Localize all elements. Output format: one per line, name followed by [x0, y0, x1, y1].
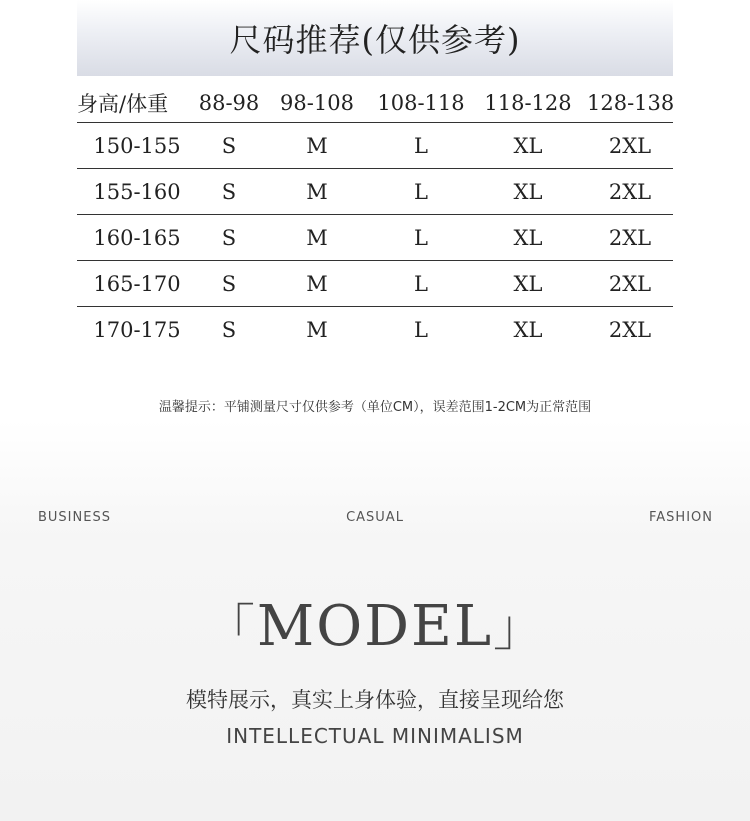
table-cell: 165-170	[77, 261, 197, 307]
table-cell: 2XL	[587, 169, 673, 215]
table-cell: XL	[469, 261, 587, 307]
table-header-cell: 98-108	[261, 84, 373, 123]
table-row	[77, 169, 673, 215]
table-row	[77, 123, 673, 169]
table-header-cell: 118-128	[469, 84, 587, 123]
size-table	[77, 84, 673, 352]
model-title: MODEL	[256, 594, 494, 659]
table-cell: XL	[469, 215, 587, 261]
table-cell: 155-160	[77, 169, 197, 215]
model-heading	[0, 588, 750, 660]
open-bracket: 「	[204, 599, 257, 657]
model-section	[0, 420, 750, 821]
table-cell: L	[373, 215, 469, 261]
title-banner	[77, 0, 673, 76]
measurement-tip: 温馨提示：平铺测量尺寸仅供参考（单位CM），误差范围1-2CM为正常范围	[158, 400, 592, 415]
tag-fashion: FASHION	[649, 510, 713, 525]
slogan: INTELLECTUAL MINIMALISM	[226, 724, 524, 748]
table-cell: 2XL	[587, 215, 673, 261]
table-row	[77, 261, 673, 307]
table-cell: M	[261, 169, 373, 215]
table-cell: L	[373, 169, 469, 215]
table-header-row	[77, 84, 673, 123]
table-cell: 170-175	[93, 317, 181, 342]
table-cell: L	[414, 317, 428, 342]
tag-business: BUSINESS	[38, 510, 111, 525]
table-cell: M	[306, 317, 328, 342]
model-subtitle: 模特展示，真实上身体验，直接呈现给您	[186, 688, 564, 712]
table-cell: S	[197, 261, 261, 307]
table-cell: S	[197, 169, 261, 215]
page-title: 尺码推荐(仅供参考)	[229, 21, 521, 59]
table-cell: S	[221, 317, 237, 342]
table-cell: S	[197, 215, 261, 261]
table-row	[77, 307, 673, 353]
close-bracket: 」	[493, 599, 546, 657]
table-row	[77, 215, 673, 261]
table-cell: S	[197, 123, 261, 169]
table-header-cell: 128-138	[587, 84, 673, 123]
table-header-cell: 88-98	[197, 84, 261, 123]
table-cell: 160-165	[77, 215, 197, 261]
tag-casual: CASUAL	[346, 510, 404, 525]
table-cell: M	[261, 261, 373, 307]
table-cell: M	[261, 123, 373, 169]
table-cell: L	[373, 123, 469, 169]
table-cell: M	[261, 215, 373, 261]
table-cell: XL	[469, 123, 587, 169]
table-cell: L	[373, 261, 469, 307]
table-header-cell: 108-118	[373, 84, 469, 123]
table-cell: XL	[513, 317, 543, 342]
table-cell: 2XL	[587, 123, 673, 169]
table-cell: 150-155	[77, 123, 197, 169]
table-cell: 2XL	[587, 261, 673, 307]
table-header-cell: 身高/体重	[77, 84, 197, 123]
table-cell: XL	[469, 169, 587, 215]
table-cell: 2XL	[608, 317, 652, 342]
